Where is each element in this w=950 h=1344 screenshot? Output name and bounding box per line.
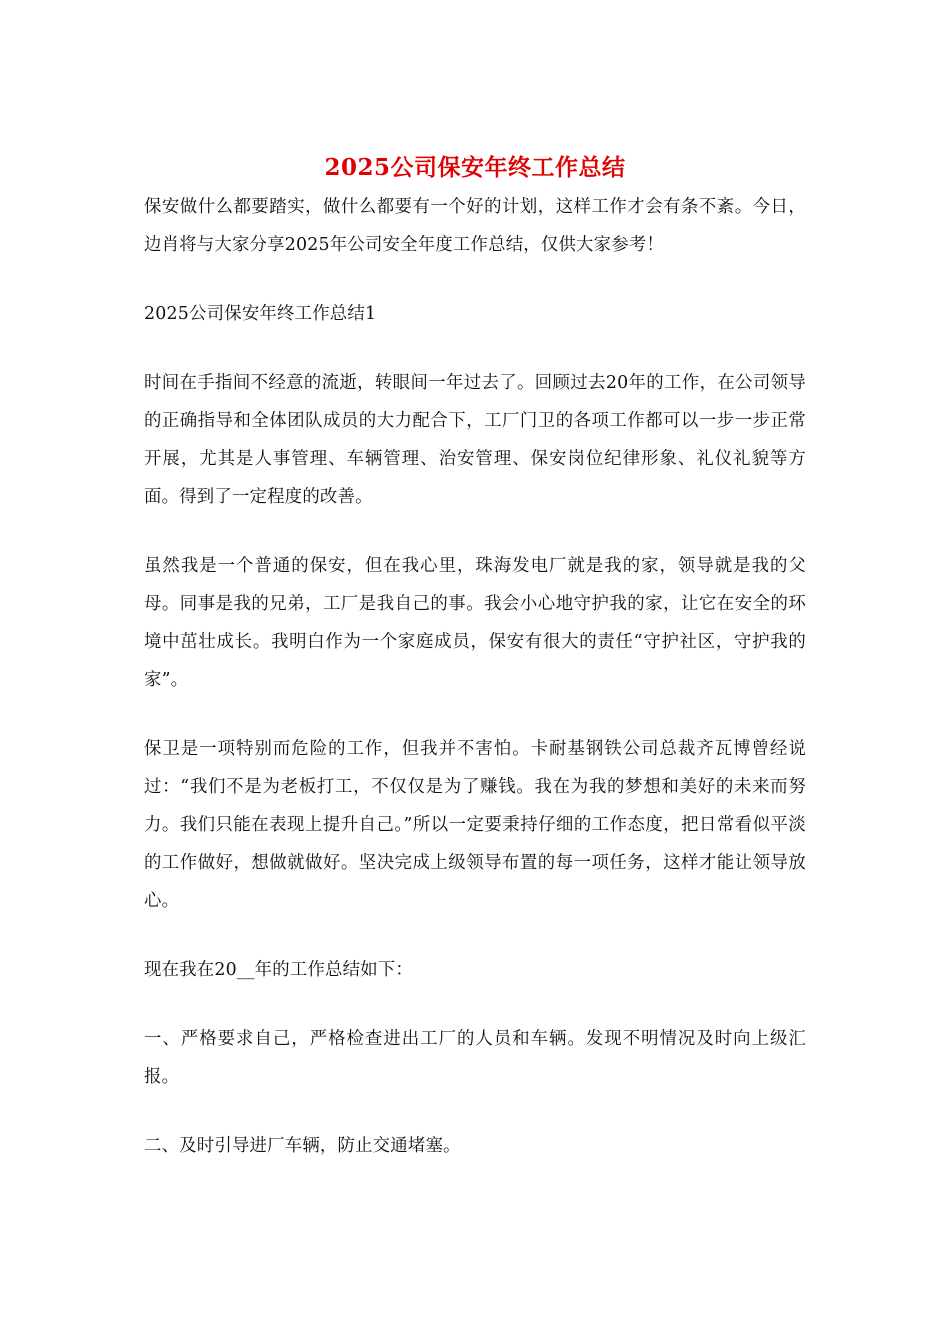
list-item-paragraph: 二、及时引导进厂车辆，防止交通堵塞。 <box>144 1136 461 1156</box>
list-item-paragraph: 一、严格要求自己，严格检查进出工厂的人员和车辆。发现不明情况及时向上级汇报。 <box>144 1029 806 1087</box>
intro-paragraph: 保安做什么都要踏实，做什么都要有一个好的计划，这样工作才会有条不紊。今日，边肖将与大家分享2025年公司安全年度工作总结，仅供大家参考！ <box>144 197 806 255</box>
body-paragraph: 时间在手指间不经意的流逝，转眼间一年过去了。回顾过去20年的工作，在公司领导的正确指导和全体团队成员的大力配合下，工厂门卫的各项工作都可以一步一步正常开展，尤其是人事管理、车辆管理、治安管理、保安岗位纪律形象、礼仪礼貌等方面。得到了一定程度的改善。 <box>144 373 806 507</box>
paragraph-spacer <box>144 333 806 364</box>
paragraph-spacer <box>144 989 806 1020</box>
body-paragraph: 现在我在20__年的工作总结如下： <box>144 960 413 980</box>
paragraph-spacer <box>144 699 806 730</box>
paragraph-spacer <box>144 516 806 547</box>
paragraph-spacer <box>144 1096 806 1127</box>
paragraph-spacer <box>144 920 806 951</box>
document-title: 2025公司保安年终工作总结 <box>324 154 626 181</box>
paragraph-spacer <box>144 264 806 295</box>
section-heading: 2025公司保安年终工作总结1 <box>144 304 377 324</box>
document-body <box>144 150 806 1165</box>
body-paragraph: 保卫是一项特别而危险的工作，但我并不害怕。卡耐基钢铁公司总裁齐瓦博曾经说过：“我们不是为老板打工，不仅仅是为了赚钱。我在为我的梦想和美好的未来而努力。我们只能在表现上提升自己。”所以一定要秉持仔细的工作态度，把日常看似平淡的工作做好，想做就做好。坚决完成上级领导布置的每一项任务，这样才能让领导放心。 <box>144 739 806 911</box>
body-paragraph: 虽然我是一个普通的保安，但在我心里，珠海发电厂就是我的家，领导就是我的父母。同事是我的兄弟，工厂是我自己的事。我会小心地守护我的家，让它在安全的环境中茁壮成长。我明白作为一个家庭成员，保安有很大的责任“守护社区，守护我的家”。 <box>144 556 806 690</box>
